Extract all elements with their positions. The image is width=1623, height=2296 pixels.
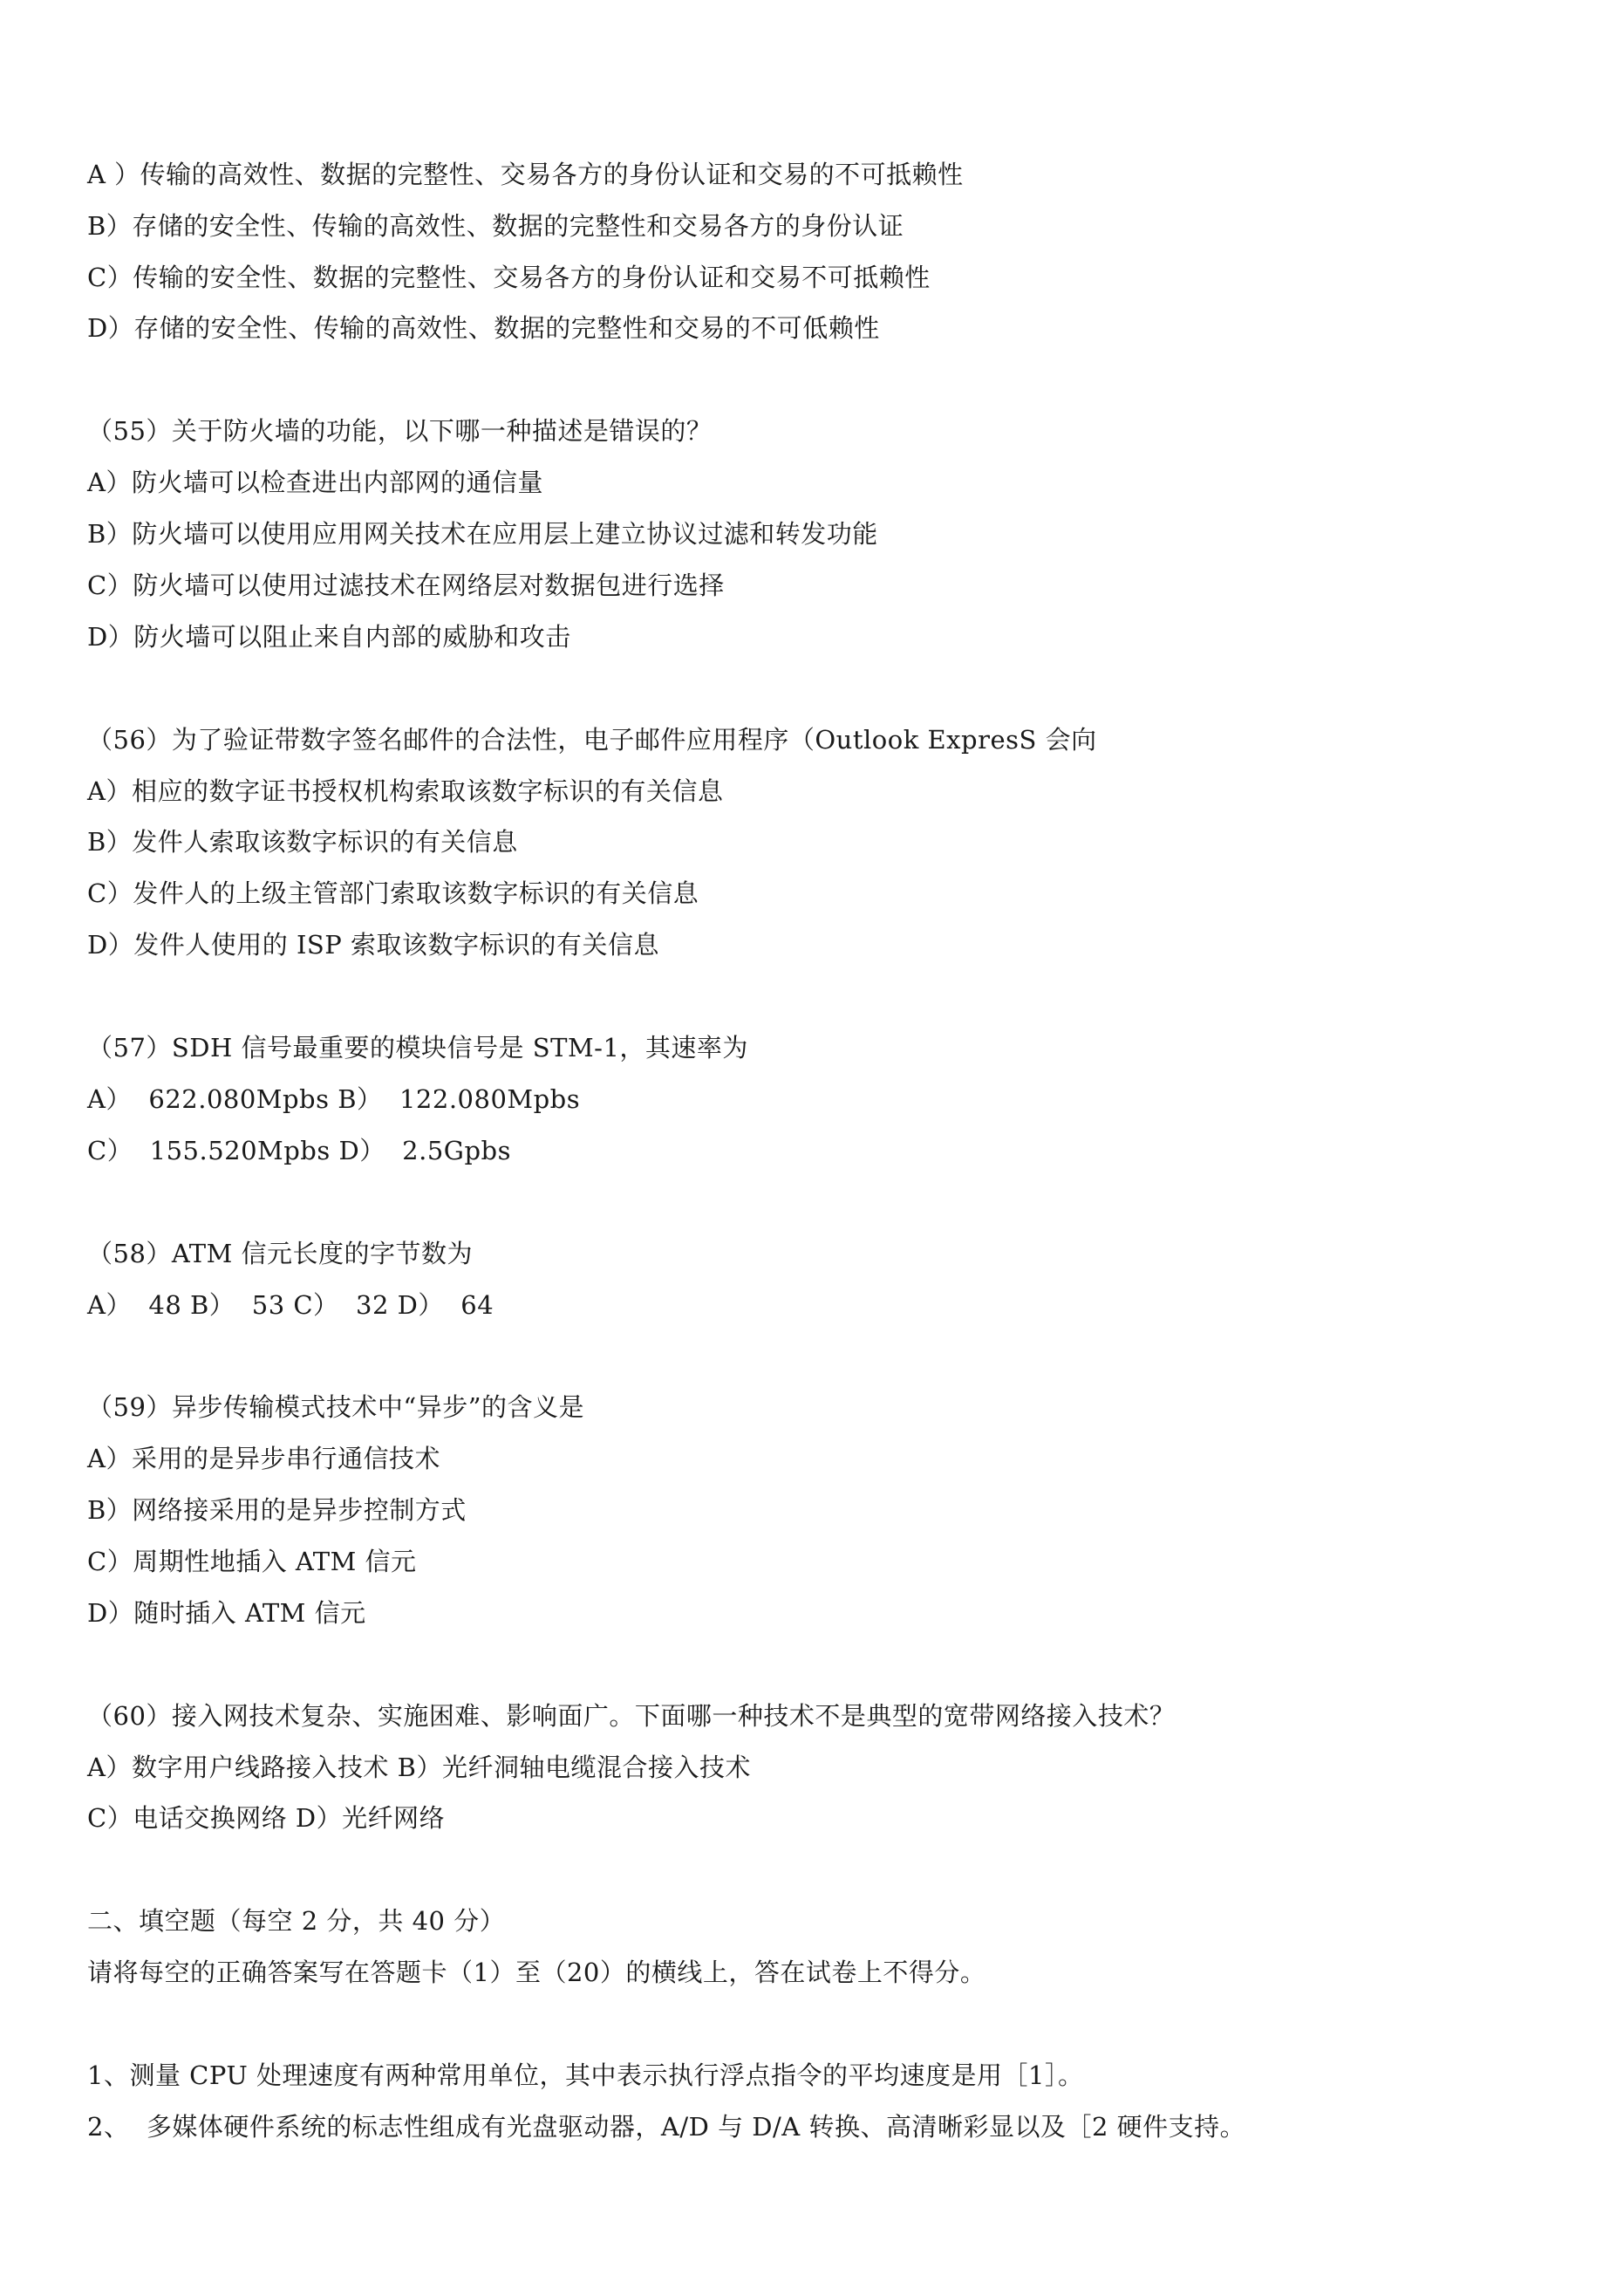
q58-question: （58）ATM 信元长度的字节数为 — [87, 1239, 474, 1268]
q55-option-a: A）防火墙可以检查进出内部网的通信量 — [87, 468, 543, 497]
section-heading: 二、填空题（每空 2 分，共 40 分） — [87, 1906, 506, 1936]
q54-option-a: A ）传输的高效性、数据的完整性、交易各方的身份认证和交易的不可抵赖性 — [87, 160, 964, 189]
q60-question: （60）接入网技术复杂、实施困难、影响面广。下面哪一种技术不是典型的宽带网络接入技术？ — [87, 1701, 1176, 1731]
q54-option-c: C）传输的安全性、数据的完整性、交易各方的身份认证和交易不可抵赖性 — [87, 263, 931, 292]
q55-option-d: D）防火墙可以阻止来自内部的威胁和攻击 — [87, 622, 571, 652]
q57-options-cd: C） 155.520Mpbs D） 2.5Gpbs — [87, 1136, 511, 1165]
q56-question: （56）为了验证带数字签名邮件的合法性，电子邮件应用程序（Outlook ExpresS 会向 — [87, 725, 1097, 755]
q57-options-ab: A） 622.080Mpbs B） 122.080Mpbs — [87, 1084, 581, 1114]
section-instruction: 请将每空的正确答案写在答题卡（1）至（20）的横线上，答在试卷上不得分。 — [87, 1958, 986, 1987]
q59-option-b: B）网络接采用的是异步控制方式 — [87, 1495, 467, 1525]
q54-option-b: B）存储的安全性、传输的高效性、数据的完整性和交易各方的身份认证 — [87, 211, 904, 241]
q59-question: （59）异步传输模式技术中“异步”的含义是 — [87, 1392, 585, 1422]
q55-option-b: B）防火墙可以使用应用网关技术在应用层上建立协议过滤和转发功能 — [87, 519, 878, 549]
q56-option-a: A）相应的数字证书授权机构索取该数字标识的有关信息 — [87, 776, 724, 806]
q56-option-b: B）发件人索取该数字标识的有关信息 — [87, 827, 518, 857]
q54-option-d: D）存储的安全性、传输的高效性、数据的完整性和交易的不可低赖性 — [87, 313, 880, 343]
fill-item-2: 2、 多媒体硬件系统的标志性组成有光盘驱动器，A/D 与 D/A 转换、高清晰彩显以及［2 硬件支持。 — [87, 2112, 1246, 2142]
q55-option-c: C）防火墙可以使用过滤技术在网络层对数据包进行选择 — [87, 571, 725, 600]
q57-question: （57）SDH 信号最重要的模块信号是 STM-1，其速率为 — [87, 1033, 748, 1063]
q55-question: （55）关于防火墙的功能，以下哪一种描述是错误的？ — [87, 416, 713, 446]
q56-option-c: C）发件人的上级主管部门索取该数字标识的有关信息 — [87, 878, 699, 908]
q58-options: A） 48 B） 53 C） 32 D） 64 — [87, 1290, 494, 1320]
q59-option-d: D）随时插入 ATM 信元 — [87, 1598, 366, 1628]
q60-options-ab: A）数字用户线路接入技术 B）光纤洞轴电缆混合接入技术 — [87, 1753, 751, 1782]
q60-options-cd: C）电话交换网络 D）光纤网络 — [87, 1803, 446, 1833]
q59-option-c: C）周期性地插入 ATM 信元 — [87, 1547, 417, 1576]
q56-option-d: D）发件人使用的 ISP 索取该数字标识的有关信息 — [87, 930, 660, 960]
q59-option-a: A）采用的是异步串行通信技术 — [87, 1444, 440, 1473]
fill-item-1: 1、测量 CPU 处理速度有两种常用单位，其中表示执行浮点指令的平均速度是用［1］。 — [87, 2060, 1084, 2090]
